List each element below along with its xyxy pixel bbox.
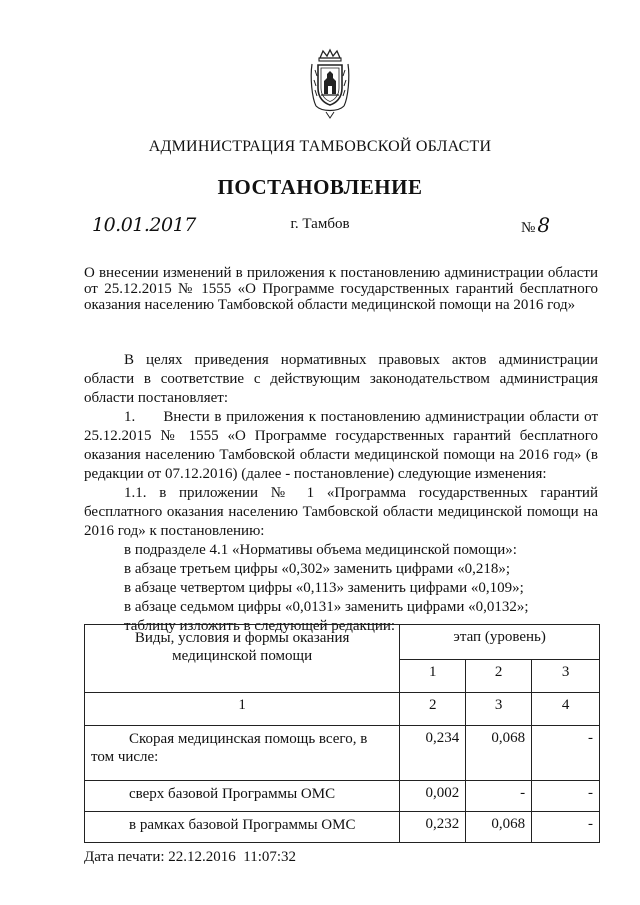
number-label: № [521, 220, 536, 236]
document-city: г. Тамбов [290, 216, 350, 232]
col-number: 2 [400, 693, 466, 726]
stage-col-1: 1 [400, 660, 466, 693]
row-value: 0,232 [400, 812, 466, 843]
document-body [84, 351, 602, 636]
organization-name: АДМИНИСТРАЦИЯ ТАМБОВСКОЙ ОБЛАСТИ [148, 138, 492, 155]
col-number: 3 [466, 693, 532, 726]
table-row [85, 812, 600, 843]
document-date: 10.01.2017 [92, 214, 196, 236]
list-item: в абзаце третьем цифры «0,302» заменить цифрами «0,218»; [124, 561, 510, 577]
stage-col-3: 3 [532, 660, 600, 693]
document-type-title: ПОСТАНОВЛЕНИЕ [217, 175, 423, 199]
row-name: Скорая медицинская помощь всего, в том числе: [85, 726, 400, 781]
header-stage: этап (уровень) [400, 625, 600, 660]
row-value: 0,068 [466, 812, 532, 843]
table-header-row [85, 625, 600, 660]
stage-col-2: 2 [466, 660, 532, 693]
coat-of-arms-emblem [306, 48, 354, 120]
row-name: в рамках базовой Программы ОМС [85, 812, 400, 843]
header-care-type: Виды, условия и формы оказания медицинской помощи [85, 625, 400, 693]
document-number [521, 213, 550, 237]
list-item: в абзаце седьмом цифры «0,0131» заменить цифрами «0,0132»; [124, 599, 529, 615]
table-col-numbers-row [85, 693, 600, 726]
row-name: сверх базовой Программы ОМС [85, 781, 400, 812]
row-value: 0,068 [466, 726, 532, 781]
col-number: 4 [532, 693, 600, 726]
row-value: - [532, 812, 600, 843]
paragraph-1: 1. Внести в приложения к постановлению администрации области от 25.12.2015 № 1555 «О Программе государственных гарантий бесплатного оказания населению Тамбовской области медицинской помощи на 2016 год» (в редакции от 07.12.2016) (далее - постановление) следующие изменения: [84, 409, 602, 482]
row-value: - [532, 781, 600, 812]
list-item: в абзаце четвертом цифры «0,113» заменить цифрами «0,109»; [124, 580, 524, 596]
number-value: 8 [537, 213, 551, 237]
row-value: 0,234 [400, 726, 466, 781]
document-subject: О внесении изменений в приложения к постановлению администрации области от 25.12.2015 № 1555 «О Программе государственных гарантий бесплатного оказания населению Тамбовской области медицинской помощи на 2016 год» [84, 265, 598, 313]
table-row [85, 726, 600, 781]
print-date: Дата печати: 22.12.2016 11:07:32 [84, 849, 297, 865]
list-item: таблицу изложить в следующей редакции: [124, 618, 396, 634]
care-volume-table [84, 624, 600, 843]
row-value: - [466, 781, 532, 812]
row-value: - [532, 726, 600, 781]
intro-paragraph: В целях приведения нормативных правовых актов администрации области в соответствие с действующим законодательством администрация области постановляет: [84, 352, 598, 406]
table-row [85, 781, 600, 812]
paragraph-1-1: 1.1. в приложении № 1 «Программа государственных гарантий бесплатного оказания населению Тамбовской области медицинской помощи на 2016 год» к постановлению: [84, 485, 598, 539]
row-value: 0,002 [400, 781, 466, 812]
list-item: в подразделе 4.1 «Нормативы объема медицинской помощи»: [124, 542, 517, 558]
col-number: 1 [85, 693, 400, 726]
